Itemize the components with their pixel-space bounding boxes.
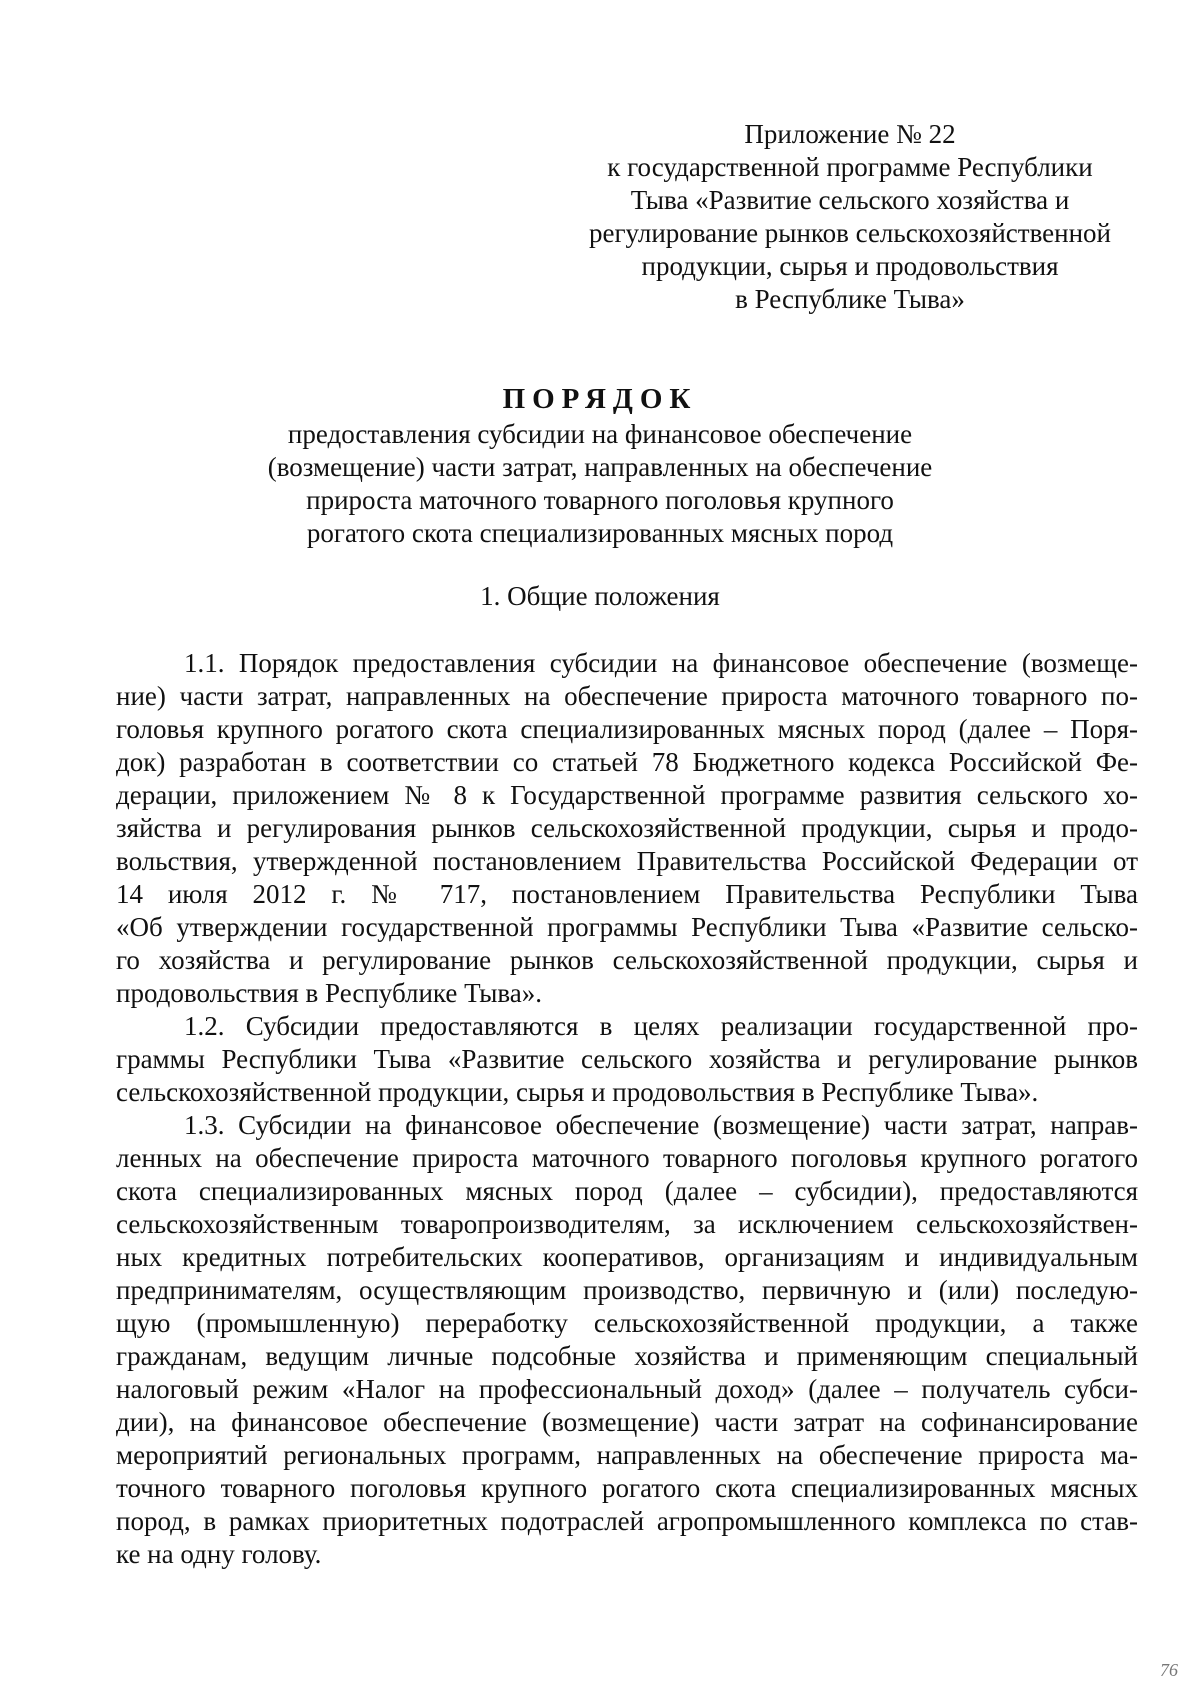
text-line: предпринимателям, осуществляющим производство, первичную и (или) последую-: [116, 1275, 1138, 1305]
appendix-line: продукции, сырья и продовольствия: [641, 251, 1059, 281]
text-line: граммы Республики Тыва «Развитие сельского хозяйства и регулирование рынков: [116, 1044, 1138, 1074]
paragraph-1-1: [116, 647, 1138, 1010]
text-line: 1.3. Субсидии на финансовое обеспечение (возмещение) части затрат, направ-: [184, 1110, 1138, 1140]
subtitle-line: предоставления субсидии на финансовое обеспечение: [287, 419, 913, 449]
text-line: док) разработан в соответствии со статьей 78 Бюджетного кодекса Российской Фе-: [116, 747, 1138, 777]
appendix-line: Приложение № 22: [744, 119, 956, 149]
text-line: 14 июля 2012 г. № 717, постановлением Правительства Республики Тыва: [116, 879, 1138, 909]
section-heading: 1. Общие положения: [480, 581, 720, 611]
text-line: ных кредитных потребительских кооперативов, организациям и индивидуальным: [116, 1242, 1138, 1272]
text-line: точного товарного поголовья крупного рогатого скота специализированных мясных: [116, 1473, 1138, 1503]
text-line: щую (промышленную) переработку сельскохозяйственной продукции, а также: [116, 1308, 1138, 1338]
document-subtitle: [0, 418, 1200, 550]
text-line: го хозяйства и регулирование рынков сельскохозяйственной продукции, сырья и: [116, 945, 1138, 975]
subtitle-line: прироста маточного товарного поголовья крупного: [306, 485, 894, 515]
text-line: дии), на финансовое обеспечение (возмещение) части затрат на софинансирование: [116, 1407, 1138, 1437]
text-line: дерации, приложением № 8 к Государственной программе развития сельского хо-: [116, 780, 1138, 810]
text-line: ленных на обеспечение прироста маточного товарного поголовья крупного рогатого: [116, 1143, 1138, 1173]
text-line: пород, в рамках приоритетных подотраслей агропромышленного комплекса по став-: [116, 1506, 1138, 1536]
text-line: сельскохозяйственным товаропроизводителям, за исключением сельскохозяйствен-: [116, 1209, 1138, 1239]
appendix-line: в Республике Тыва»: [735, 284, 965, 314]
paragraph-1-2: [116, 1010, 1138, 1109]
text-line: продовольствия в Республике Тыва».: [116, 978, 543, 1008]
document-title: ПОРЯДОК: [502, 383, 698, 415]
text-line: 1.2. Субсидии предоставляются в целях реализации государственной про-: [184, 1011, 1138, 1041]
text-line: «Об утверждении государственной программы Республики Тыва «Развитие сельско-: [116, 912, 1138, 942]
text-line: зяйства и регулирования рынков сельскохозяйственной продукции, сырья и продо-: [116, 813, 1138, 843]
text-line: гражданам, ведущим личные подсобные хозяйства и применяющим специальный: [116, 1341, 1138, 1371]
text-line: головья крупного рогатого скота специализированных мясных пород (далее – Поря-: [116, 714, 1138, 744]
text-line: мероприятий региональных программ, направленных на обеспечение прироста ма-: [116, 1440, 1138, 1470]
paragraph-1-3: [116, 1109, 1138, 1571]
text-line: ние) части затрат, направленных на обеспечение прироста маточного товарного по-: [116, 681, 1138, 711]
handwritten-page-number: 76: [1160, 1660, 1178, 1680]
subtitle-line: (возмещение) части затрат, направленных на обеспечение: [267, 452, 933, 482]
appendix-header: [560, 118, 1140, 316]
text-line: ке на одну голову.: [116, 1539, 322, 1569]
text-line: налоговый режим «Налог на профессиональный доход» (далее – получатель субси-: [116, 1374, 1138, 1404]
text-line: 1.1. Порядок предоставления субсидии на финансовое обеспечение (возмеще-: [184, 648, 1138, 678]
text-line: вольствия, утвержденной постановлением Правительства Российской Федерации от: [116, 846, 1138, 876]
body-text: [116, 647, 1138, 1571]
text-line: скота специализированных мясных пород (далее – субсидии), предоставляются: [116, 1176, 1138, 1206]
subtitle-line: рогатого скота специализированных мясных пород: [306, 518, 894, 548]
appendix-line: Тыва «Развитие сельского хозяйства и: [630, 185, 1070, 215]
text-line: сельскохозяйственной продукции, сырья и продовольствия в Республике Тыва».: [116, 1077, 1039, 1107]
appendix-line: к государственной программе Республики: [607, 152, 1093, 182]
appendix-line: регулирование рынков сельскохозяйственной: [589, 218, 1111, 248]
